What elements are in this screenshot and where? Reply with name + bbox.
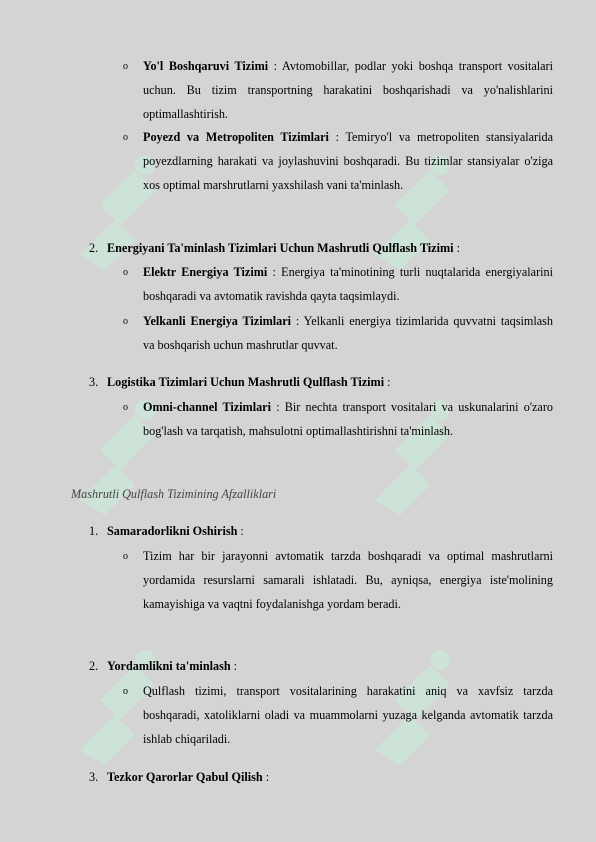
section-title: Mashrutli Qulflash Tizimining Afzalliklari — [71, 487, 277, 501]
bullet-icon: o — [123, 267, 128, 278]
numbered-heading: 2. Yordamlikni ta'minlash : — [89, 659, 238, 673]
list-item: Yelkanli Energiya Tizimlari : Yelkanli energiya tizimlarida quvvatni taqsimlash va boshqarish uchun mashrutlar quvvat. — [143, 314, 554, 353]
numbered-heading: 3. Logistika Tizimlari Uchun Mashrutli Qulflash Tizimi : — [89, 375, 391, 389]
bullet-icon: o — [123, 551, 128, 562]
list-item: Elektr Energiya Tizimi : Energiya ta'minotining turli nuqtalarida energiyalarini boshqaradi va avtomatik ravishda qayta taqsimlaydi. — [143, 265, 553, 304]
bullet-icon: o — [123, 61, 128, 72]
numbered-heading: 2. Energiyani Ta'minlash Tizimlari Uchun Mashrutli Qulflash Tizimi : — [89, 241, 460, 255]
numbered-heading: 3. Tezkor Qarorlar Qabul Qilish : — [89, 770, 270, 784]
bullet-icon: o — [123, 316, 128, 327]
bullet-icon: o — [123, 132, 128, 143]
bullet-icon: o — [123, 402, 128, 413]
list-item: Yo'l Boshqaruvi Tizimi : Avtomobillar, podlar yoki boshqa transport vositalari uchun. Bu tizim transportning harakatini boshqarishadi va yo'nalishlarini optimallashtirish. — [143, 59, 553, 122]
numbered-heading: 1. Samaradorlikni Oshirish : — [89, 524, 244, 538]
list-item: Qulflash tizimi, transport vositalarining harakatini aniq va xavfsiz tarzda boshqaradi, xatoliklarni oladi va muammolarni yuzaga kelganda avtomatik tarzda ishlab chiqariladi. — [143, 684, 553, 747]
list-item: Poyezd va Metropoliten Tizimlari : Temiryo'l va metropoliten stansiyalarida poyezdlarning harakati va joylashuvini boshqaradi. Bu tizimlar stansiyalar o'ziga xos optimal marshrutlarni yaxshilash vani ta'minlash. — [143, 130, 553, 193]
list-item: Omni-channel Tizimlari : Bir nechta transport vositalari va uskunalarini o'zaro bog'lash va tarqatish, mahsulotni optimallashtirishni ta'minlash. — [143, 400, 553, 439]
list-item: Tizim har bir jarayonni avtomatik tarzda boshqaradi va optimal mashrutlarni yordamida resurslarni samarali ishlatadi. Bu, ayniqsa, energiya iste'molining kamayishiga va vaqtni foydalanishga yordam beradi. — [143, 549, 553, 612]
bullet-icon: o — [123, 686, 128, 697]
